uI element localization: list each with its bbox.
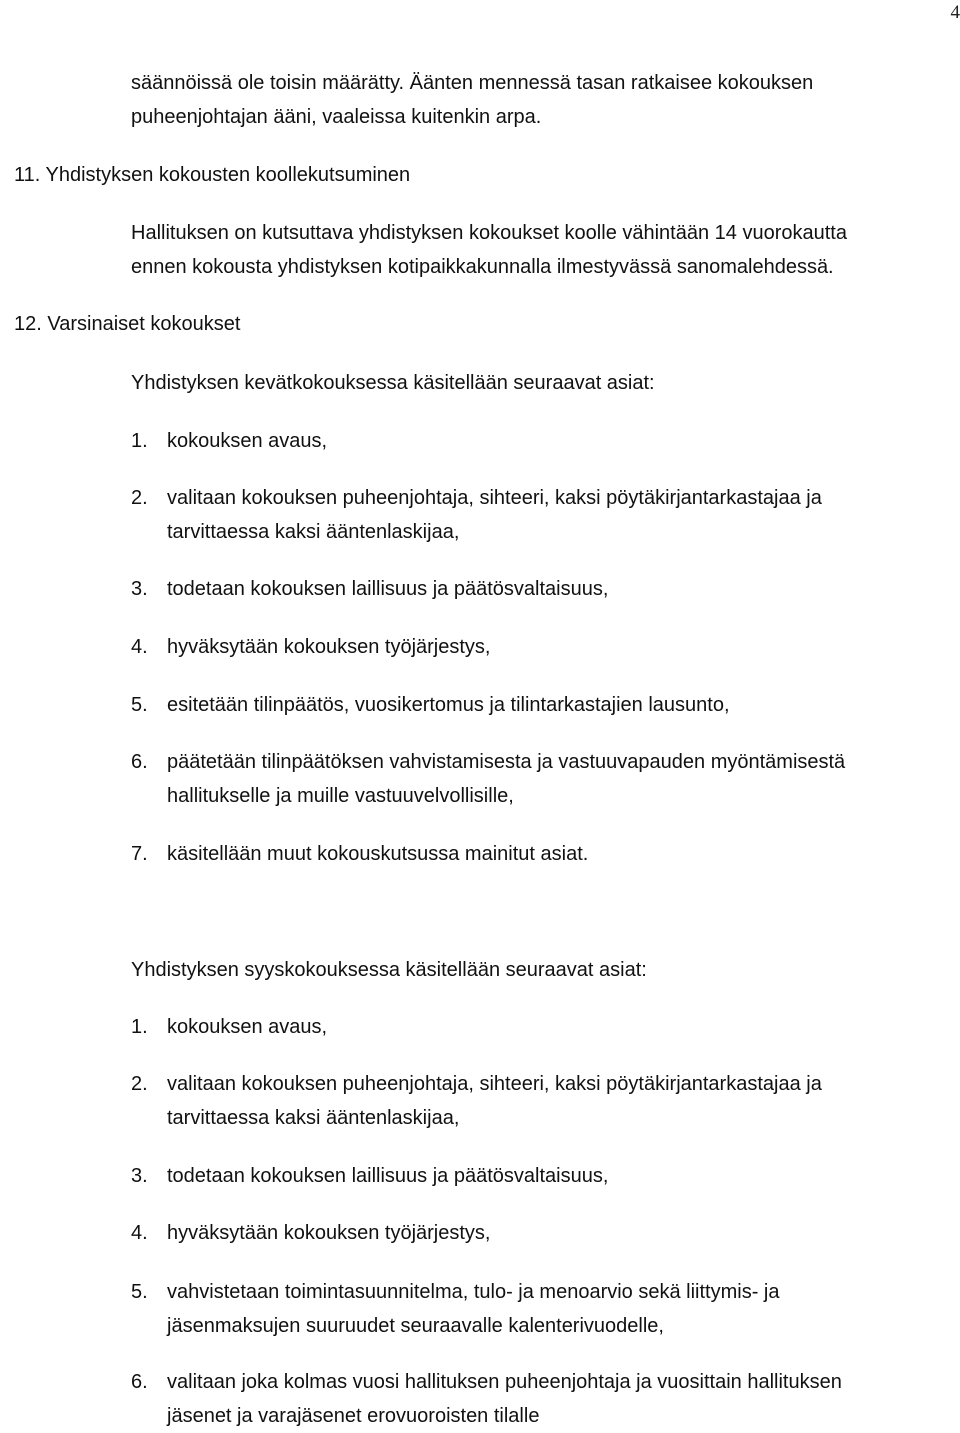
list-item-number: 1. [131, 424, 167, 458]
list-item-text: esitetään tilinpäätös, vuosikertomus ja tilintarkastajien lausunto, [167, 688, 931, 722]
section-12-heading: 12. Varsinaiset kokoukset [14, 307, 240, 341]
intro-line-1: säännöissä ole toisin määrätty. Äänten mennessä tasan ratkaisee kokouksen [131, 66, 813, 100]
spring-meeting-intro: Yhdistyksen kevätkokouksessa käsitellään seuraavat asiat: [131, 366, 655, 400]
list-item-text: päätetään tilinpäätöksen vahvistamisesta ja vastuuvapauden myöntämisestä hallitukselle ja muille vastuuvelvollisille, [167, 745, 931, 813]
page-number: 4 [951, 2, 960, 24]
list-item-number: 4. [131, 1216, 167, 1250]
autumn-meeting-intro: Yhdistyksen syyskokouksessa käsitellään seuraavat asiat: [131, 953, 647, 987]
list-item-text: todetaan kokouksen laillisuus ja päätösvaltaisuus, [167, 1159, 931, 1193]
intro-line-2: puheenjohtajan ääni, vaaleissa kuitenkin arpa. [131, 100, 541, 134]
list-item [131, 572, 931, 606]
list-item-number: 1. [131, 1010, 167, 1044]
list-item-number: 6. [131, 745, 167, 813]
section-11-line-1: Hallituksen on kutsuttava yhdistyksen kokoukset koolle vähintään 14 vuorokautta [131, 216, 847, 250]
list-item-text: valitaan kokouksen puheenjohtaja, sihteeri, kaksi pöytäkirjantarkastajaa ja tarvittaessa kaksi ääntenlaskijaa, [167, 481, 931, 549]
list-item [131, 424, 931, 458]
list-item-number: 2. [131, 1067, 167, 1135]
list-item [131, 1067, 931, 1135]
list-item-number: 3. [131, 572, 167, 606]
list-item-number: 3. [131, 1159, 167, 1193]
list-item-text: vahvistetaan toimintasuunnitelma, tulo- ja menoarvio sekä liittymis- ja jäsenmaksujen suuruudet seuraavalle kalenterivuodelle, [167, 1275, 931, 1343]
list-item-text: kokouksen avaus, [167, 1010, 931, 1044]
list-item-number: 4. [131, 630, 167, 664]
list-item-number: 2. [131, 481, 167, 549]
list-item [131, 1216, 931, 1250]
list-item-text: valitaan joka kolmas vuosi hallituksen puheenjohtaja ja vuosittain hallituksen jäsenet ja varajäsenet erovuoroisten tilalle [167, 1365, 931, 1433]
section-11-line-2: ennen kokousta yhdistyksen kotipaikkakunnalla ilmestyvässä sanomalehdessä. [131, 250, 834, 284]
list-item [131, 1365, 931, 1433]
list-item-text: käsitellään muut kokouskutsussa mainitut asiat. [167, 837, 931, 871]
list-item-text: todetaan kokouksen laillisuus ja päätösvaltaisuus, [167, 572, 931, 606]
section-11-heading: 11. Yhdistyksen kokousten koollekutsuminen [14, 158, 410, 192]
list-item-text: hyväksytään kokouksen työjärjestys, [167, 630, 931, 664]
list-item [131, 481, 931, 549]
list-item-text: kokouksen avaus, [167, 424, 931, 458]
list-item [131, 837, 931, 871]
list-item [131, 1275, 931, 1343]
list-item [131, 630, 931, 664]
list-item [131, 1159, 931, 1193]
list-item-text: hyväksytään kokouksen työjärjestys, [167, 1216, 931, 1250]
list-item-number: 5. [131, 688, 167, 722]
list-item-number: 6. [131, 1365, 167, 1433]
list-item [131, 1010, 931, 1044]
list-item [131, 688, 931, 722]
list-item-text: valitaan kokouksen puheenjohtaja, sihteeri, kaksi pöytäkirjantarkastajaa ja tarvittaessa kaksi ääntenlaskijaa, [167, 1067, 931, 1135]
list-item-number: 7. [131, 837, 167, 871]
list-item [131, 745, 931, 813]
list-item-number: 5. [131, 1275, 167, 1343]
